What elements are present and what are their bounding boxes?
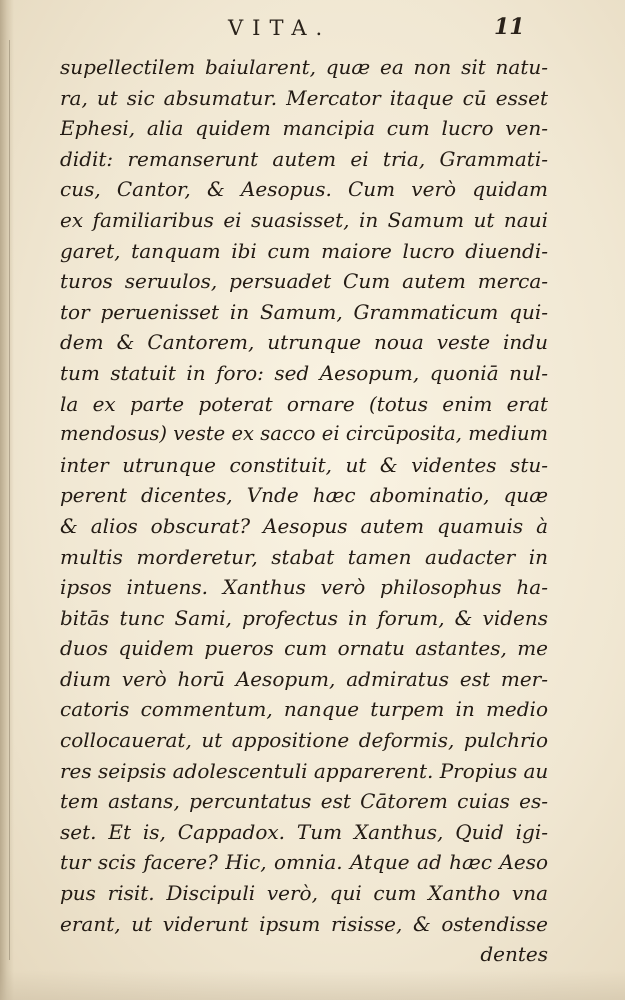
text-line: multis morderetur, stabat tamen audacter in: [60, 544, 548, 569]
text-line: ipsos intuens. Xanthus verò philosophus ha-: [60, 575, 548, 600]
text-line: tor peruenisset in Samum, Grammaticum qui-: [60, 299, 548, 324]
page-gutter: [0, 0, 14, 1000]
text-line: collocauerat, ut appositione deformis, pulchrio: [60, 728, 548, 753]
text-line: turos seruulos, persuadet Cum autem merca-: [60, 269, 548, 294]
gutter-rule: [9, 40, 10, 960]
text-line: catoris commentum, nanque turpem in medio: [60, 697, 548, 722]
text-line: didit: remanserunt autem ei tria, Grammati-: [60, 146, 548, 171]
text-line: res seipsis adolescentuli apparerent. Propius au: [60, 758, 548, 783]
text-line: duos quidem pueros cum ornatu astantes, me: [60, 636, 548, 661]
text-block: [60, 52, 548, 970]
text-line: tem astans, percuntatus est Cātorem cuias es-: [60, 789, 548, 814]
text-line: la ex parte poterat ornare (totus enim erat: [60, 391, 548, 416]
page-shadow: [0, 970, 625, 1000]
text-line: bitās tunc Sami, profectus in forum, & videns: [60, 605, 548, 630]
text-line: supellectilem baiularent, quæ ea non sit natu-: [60, 55, 548, 79]
text-line: ex familiaribus ei suasisset, in Samum ut naui: [60, 207, 548, 232]
text-line: set. Et is, Cappadox. Tum Xanthus, Quid igi-: [60, 819, 548, 844]
text-line: tum statuit in foro: sed Aesopum, quoniā nul-: [60, 360, 548, 385]
text-line: dium verò horū Aesopum, admiratus est mer-: [60, 666, 548, 691]
running-title: VITA.: [228, 16, 332, 40]
text-line: pus risit. Discipuli verò, qui cum Xantho vna: [60, 881, 548, 906]
text-line: & alios obscurat? Aesopus autem quamuis à: [60, 513, 548, 538]
text-line: erant, ut viderunt ipsum risisse, & ostendisse: [60, 911, 548, 936]
text-line: ra, ut sic absumatur. Mercator itaque cū esset: [60, 85, 548, 110]
page-number: 11: [494, 14, 525, 40]
text-line: mendosus) veste ex sacco ei circūposita, medium: [60, 422, 548, 446]
text-line: inter utrunque constituit, ut & videntes stu-: [60, 452, 548, 477]
text-line: garet, tanquam ibi cum maiore lucro diuendi-: [60, 238, 548, 263]
text-line: Ephesi, alia quidem mancipia cum lucro ven-: [60, 116, 548, 141]
running-head: [0, 14, 625, 44]
text-line: perent dicentes, Vnde hæc abominatio, quæ: [60, 483, 548, 508]
text-line: cus, Cantor, & Aesopus. Cum verò quidam: [60, 177, 548, 202]
text-line: tur scis facere? Hic, omnia. Atque ad hæc Aeso: [60, 850, 548, 875]
text-line: dem & Cantorem, utrunque noua veste indu: [60, 330, 548, 355]
catchword: dentes: [480, 942, 548, 967]
